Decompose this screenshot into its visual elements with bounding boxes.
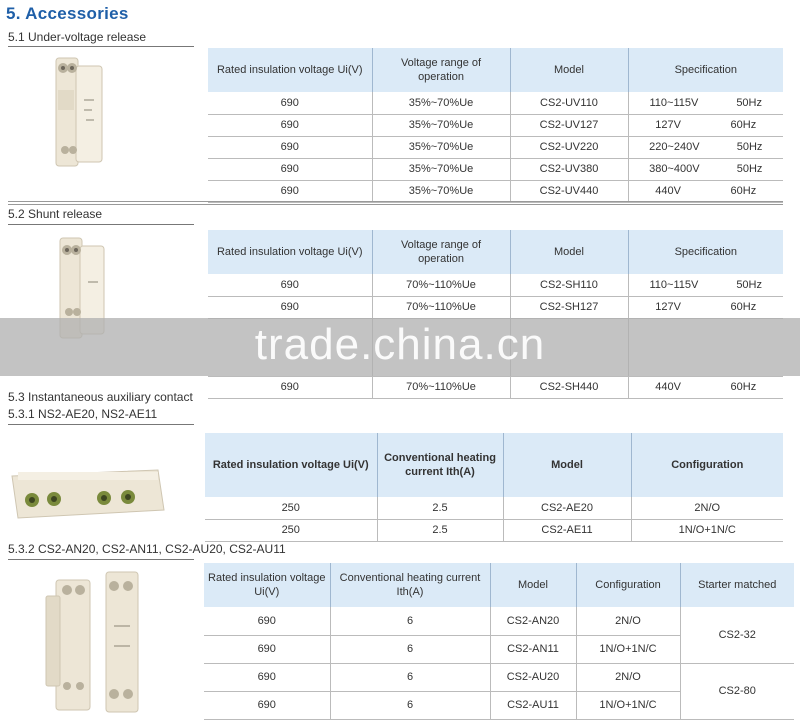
table-row xyxy=(208,92,783,114)
cell-voltage: 690 xyxy=(208,158,372,180)
section-underline xyxy=(8,46,194,47)
cell-voltage: 690 xyxy=(208,92,372,114)
cell-spec xyxy=(628,274,783,296)
section-title-aux-2: 5.3.2 CS2-AN20, CS2-AN11, CS2-AU20, CS2-AU11 xyxy=(8,542,286,556)
spec-frequency: 50Hz xyxy=(736,163,763,175)
cell-configuration: 2N/O xyxy=(576,663,680,691)
under-voltage-release-image xyxy=(46,50,122,172)
col-header-model: Model xyxy=(510,230,628,274)
col-header-configuration: Configuration xyxy=(631,433,783,497)
cell-range: 70%~110%Ue xyxy=(372,274,510,296)
cell-configuration: 2N/O xyxy=(631,497,783,519)
table-row xyxy=(204,663,794,691)
watermark: trade.china.cn xyxy=(254,320,546,369)
spec-voltage: 110~115V xyxy=(649,278,699,291)
cell-voltage: 690 xyxy=(204,663,330,691)
col-header-model: Model xyxy=(490,563,576,607)
section-title-aux-1: 5.3.1 NS2-AE20, NS2-AE11 xyxy=(8,407,158,421)
cell-configuration: 1N/O+1N/C xyxy=(576,635,680,663)
spec-voltage: 440V xyxy=(655,381,681,393)
cell-voltage: 690 xyxy=(208,296,372,318)
spec-voltage: 127V xyxy=(655,301,681,313)
cell-model: CS2-SH110 xyxy=(510,274,628,296)
cell-model: CS2-SH127 xyxy=(510,296,628,318)
cell-configuration: 1N/O+1N/C xyxy=(576,691,680,719)
cell-model: CS2-UV220 xyxy=(510,136,628,158)
spec-frequency: 60Hz xyxy=(730,119,757,131)
col-header-specification: Specification xyxy=(628,48,783,92)
table-row xyxy=(205,497,783,519)
cell-voltage: 690 xyxy=(204,607,330,635)
table-row xyxy=(208,158,783,180)
aux-an-au-spec-table xyxy=(204,563,794,720)
spec-voltage: 220~240V xyxy=(649,141,700,153)
col-header-voltage-range: Voltage range of operation xyxy=(372,230,510,274)
cell-spec xyxy=(628,92,783,114)
cell-model: CS2-AE20 xyxy=(503,497,631,519)
cell-model: CS2-AN20 xyxy=(490,607,576,635)
cell-range: 35%~70%Ue xyxy=(372,180,510,202)
cell-model: CS2-UV127 xyxy=(510,114,628,136)
section-divider xyxy=(8,201,783,205)
spec-voltage: 380~400V xyxy=(649,163,700,175)
cell-voltage: 250 xyxy=(205,497,377,519)
section-title-aux: 5.3 Instantaneous auxiliary contact xyxy=(8,390,193,404)
spec-frequency: 50Hz xyxy=(736,96,762,109)
aux-ae-spec-table xyxy=(205,433,783,542)
cell-current: 2.5 xyxy=(377,519,503,541)
cell-voltage: 690 xyxy=(204,635,330,663)
cell-model: CS2-AU20 xyxy=(490,663,576,691)
cell-spec xyxy=(628,180,783,202)
cell-model: CS2-UV380 xyxy=(510,158,628,180)
auxiliary-contact-ae-image xyxy=(8,466,168,524)
cell-voltage: 250 xyxy=(205,519,377,541)
cell-configuration: 1N/O+1N/C xyxy=(631,519,783,541)
cell-range: 35%~70%Ue xyxy=(372,136,510,158)
section-underline xyxy=(8,424,194,425)
cell-model: CS2-AN11 xyxy=(490,635,576,663)
cell-current: 6 xyxy=(330,635,490,663)
cell-voltage: 690 xyxy=(208,114,372,136)
cell-spec xyxy=(628,296,783,318)
table-row xyxy=(204,607,794,635)
cell-starter-matched: CS2-32 xyxy=(680,607,794,663)
cell-spec xyxy=(628,376,783,398)
col-header-heating-current: Conventional heating current Ith(A) xyxy=(377,433,503,497)
uv-spec-table xyxy=(208,48,783,203)
section-underline xyxy=(8,224,194,225)
col-header-configuration: Configuration xyxy=(576,563,680,607)
cell-starter-matched: CS2-80 xyxy=(680,663,794,719)
cell-model: CS2-UV440 xyxy=(510,180,628,202)
cell-model: CS2-SH440 xyxy=(510,376,628,398)
cell-model: CS2-AU11 xyxy=(490,691,576,719)
cell-spec xyxy=(628,136,783,158)
cell-range: 35%~70%Ue xyxy=(372,92,510,114)
col-header-model: Model xyxy=(503,433,631,497)
table-row xyxy=(208,136,783,158)
table-row xyxy=(208,274,783,296)
cell-current: 6 xyxy=(330,691,490,719)
section-title-shunt: 5.2 Shunt release xyxy=(8,207,103,221)
cell-voltage: 690 xyxy=(208,274,372,296)
spec-frequency: 50Hz xyxy=(736,278,762,291)
section-title-uv: 5.1 Under-voltage release xyxy=(8,30,147,44)
cell-current: 2.5 xyxy=(377,497,503,519)
cell-voltage: 690 xyxy=(208,180,372,202)
cell-range: 70%~110%Ue xyxy=(372,296,510,318)
col-header-model: Model xyxy=(510,48,628,92)
spec-voltage: 127V xyxy=(655,119,681,131)
spec-voltage: 110~115V xyxy=(649,96,699,109)
cell-spec xyxy=(628,158,783,180)
spec-frequency: 60Hz xyxy=(730,185,757,197)
col-header-rated-voltage: Rated insulation voltage Ui(V) xyxy=(208,230,372,274)
table-row xyxy=(208,114,783,136)
table-row xyxy=(208,180,783,202)
cell-current: 6 xyxy=(330,607,490,635)
cell-current: 6 xyxy=(330,663,490,691)
table-row xyxy=(205,519,783,541)
cell-voltage: 690 xyxy=(204,691,330,719)
cell-model: CS2-AE11 xyxy=(503,519,631,541)
table-row xyxy=(208,376,783,398)
section-underline xyxy=(8,559,194,560)
col-header-specification: Specification xyxy=(628,230,783,274)
cell-voltage: 690 xyxy=(208,376,372,398)
auxiliary-contact-an-au-image xyxy=(40,566,160,718)
cell-configuration: 2N/O xyxy=(576,607,680,635)
table-row xyxy=(208,296,783,318)
cell-spec xyxy=(628,114,783,136)
cell-range: 35%~70%Ue xyxy=(372,114,510,136)
spec-frequency: 60Hz xyxy=(730,381,757,393)
col-header-starter-matched: Starter matched xyxy=(680,563,794,607)
spec-frequency: 50Hz xyxy=(736,141,763,153)
spec-frequency: 60Hz xyxy=(730,301,757,313)
spec-voltage: 440V xyxy=(655,185,681,197)
cell-range: 35%~70%Ue xyxy=(372,158,510,180)
cell-voltage: 690 xyxy=(208,136,372,158)
col-header-rated-voltage: Rated insulation voltage Ui(V) xyxy=(208,48,372,92)
page-title: 5. Accessories xyxy=(6,4,129,23)
cell-range: 70%~110%Ue xyxy=(372,376,510,398)
col-header-rated-voltage: Rated insulation voltage Ui(V) xyxy=(204,563,330,607)
col-header-heating-current: Conventional heating current Ith(A) xyxy=(330,563,490,607)
col-header-voltage-range: Voltage range of operation xyxy=(372,48,510,92)
cell-model: CS2-UV110 xyxy=(510,92,628,114)
col-header-rated-voltage: Rated insulation voltage Ui(V) xyxy=(205,433,377,497)
